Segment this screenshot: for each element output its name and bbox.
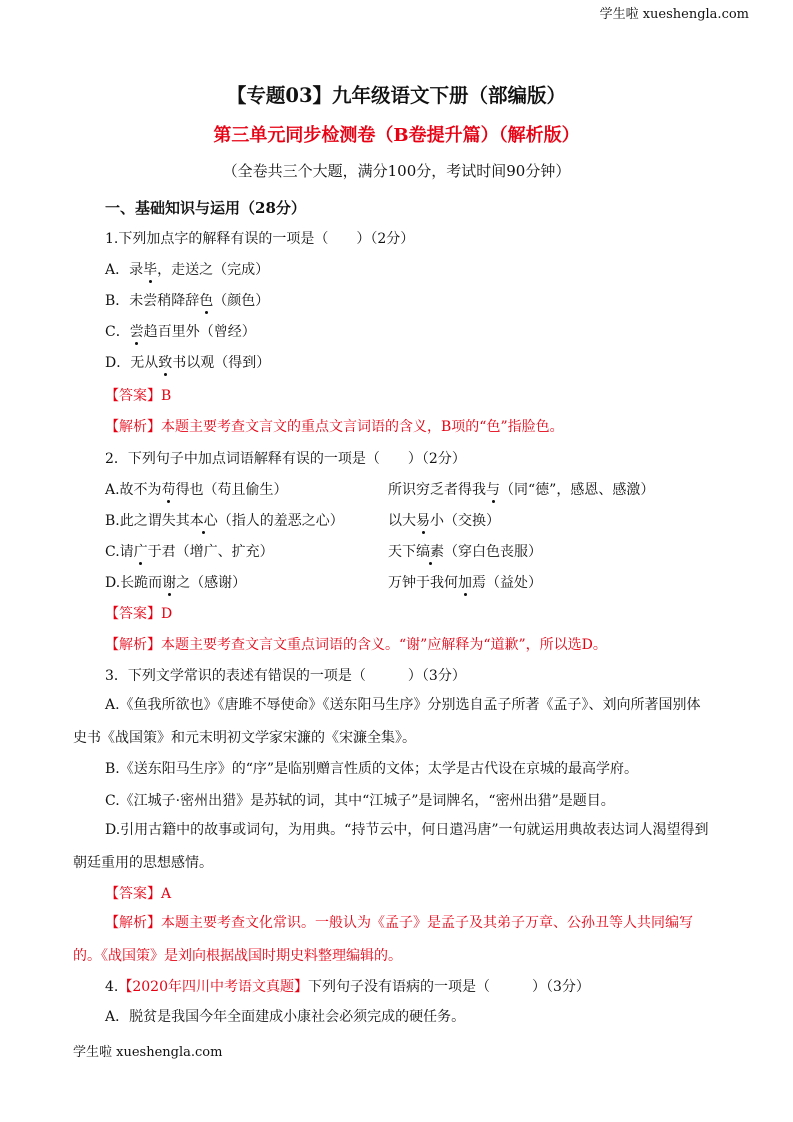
q2-option-a-left: A.故不为苟得也（苟且偷生）	[105, 482, 288, 498]
q2-stem: 2．下列句子中加点词语解释有误的一项是（ ）（2分）	[105, 451, 466, 467]
q3-option-c: C.《江城子·密州出猎》是苏轼的词，其中“江城子”是词牌名，“密州出猎”是题目。	[105, 793, 615, 809]
q1-answer: 【答案】B	[105, 388, 172, 404]
q4-option-a: A．脱贫是我国今年全面建成小康社会必须完成的硬任务。	[105, 1009, 466, 1025]
q3-option-d: D.引用古籍中的故事或词句，为用典。“持节云中，何日遣冯唐”一句就运用典故表达词人渴望得到朝廷重用的思想感情。	[73, 822, 709, 871]
exam-note: （全卷共三个大题，满分100分，考试时间90分钟）	[222, 162, 571, 180]
q4-stem: 4.【2020年四川中考语文真题】下列句子没有语病的一项是（ ）（3分）	[105, 979, 590, 995]
q1-option-d: D．无从致书以观（得到）	[105, 355, 271, 371]
page-title: 【专题03】九年级语文下册（部编版）	[226, 84, 567, 107]
header-site: 学生啦 xueshengla.com	[599, 7, 749, 22]
q3-answer: 【答案】A	[105, 886, 172, 902]
q2-answer: 【答案】D	[105, 606, 173, 622]
q2-option-d-right: 万钟于我何加焉（益处）	[388, 575, 542, 591]
q2-option-b-left: B.此之谓失其本心（指人的羞恶之心）	[105, 513, 344, 529]
q1-stem: 1.下列加点字的解释有误的一项是（ ）（2分）	[105, 231, 415, 247]
section-heading: 一、基础知识与运用（28分）	[105, 199, 306, 217]
q1-option-b: B．未尝稍降辞色（颜色）	[105, 293, 270, 309]
q2-option-a-right: 所识穷乏者得我与（同“德”，感恩、感激）	[388, 482, 655, 498]
q3-option-a: A.《鱼我所欲也》《唐雎不辱使命》《送东阳马生序》分别选自孟子所著《孟子》、刘向所著国别体史书《战国策》和元末明初文学家宋濂的《宋濂全集》。	[73, 697, 701, 746]
footer-site: 学生啦 xueshengla.com	[73, 1045, 223, 1060]
q2-option-c-left: C.请广于君（增广、扩充）	[105, 544, 274, 560]
q3-stem: 3．下列文学常识的表述有错误的一项是（ ）（3分）	[105, 668, 466, 684]
q1-analysis: 【解析】本题主要考查文言文的重点文言词语的含义，B项的“色”指脸色。	[105, 419, 564, 435]
q3-analysis: 【解析】本题主要考查文化常识。一般认为《孟子》是孟子及其弟子万章、公孙丑等人共同编写的。《战国策》是刘向根据战国时期史料整理编辑的。	[73, 915, 693, 964]
q1-option-c: C．尝趋百里外（曾经）	[105, 324, 256, 340]
q2-option-c-right: 天下缟素（穿白色丧服）	[388, 544, 542, 560]
q2-option-d-left: D.长跪而谢之（感谢）	[105, 575, 247, 591]
q3-option-b: B.《送东阳马生序》的“序”是临别赠言性质的文体；太学是古代设在京城的最高学府。	[105, 761, 639, 777]
q2-option-b-right: 以大易小（交换）	[388, 513, 500, 529]
page-subtitle: 第三单元同步检测卷（B卷提升篇）（解析版）	[213, 125, 580, 146]
q1-option-a: A．录毕，走送之（完成）	[105, 262, 270, 278]
q2-analysis: 【解析】本题主要考查文言文重点词语的含义。“谢”应解释为“道歉”，所以选D。	[105, 637, 607, 653]
